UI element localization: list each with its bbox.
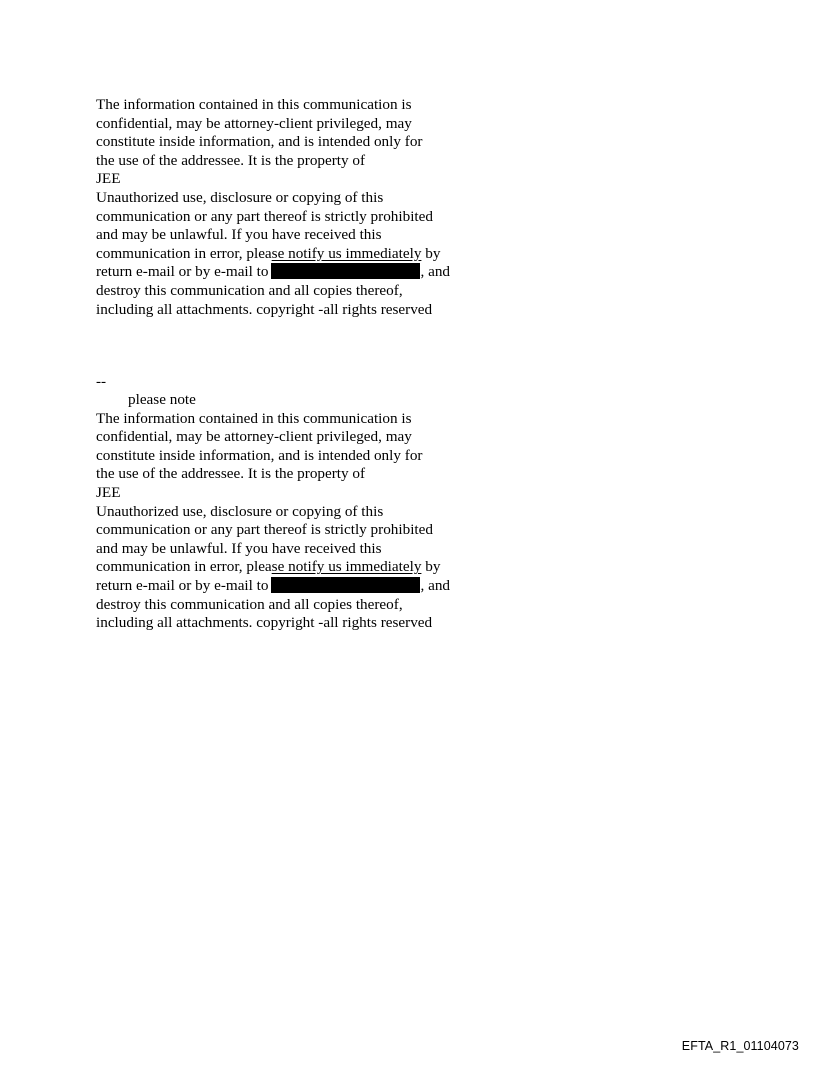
notify-underlined-text: se notify us immediately: [271, 558, 422, 576]
notice-line: Unauthorized use, disclosure or copying of this: [96, 188, 384, 206]
notice-line: destroy this communication and all copies thereof,: [96, 595, 403, 613]
notice-line: the use of the addressee. It is the property of: [96, 465, 366, 483]
confidentiality-notice-1: [96, 96, 516, 319]
notice-line: communication or any part thereof is strictly prohibited: [96, 521, 433, 539]
notify-prefix: communication in error, plea: [96, 244, 272, 262]
notice-line: including all attachments. copyright -all rights reserved: [96, 614, 433, 632]
notice-line: and may be unlawful. If you have received this: [96, 539, 382, 557]
redaction-bar: [271, 263, 420, 279]
return-prefix: return e-mail or by e-mail to: [96, 576, 269, 594]
notice-intro: please note: [128, 391, 196, 408]
notify-underlined-text: se notify us immediately: [271, 244, 422, 262]
notice-line: The information contained in this communication is: [96, 96, 412, 113]
return-prefix: return e-mail or by e-mail to: [96, 263, 269, 281]
notice-line: the use of the addressee. It is the property of: [96, 151, 366, 169]
notice-notify-line: [96, 558, 516, 577]
notice-notify-line: [96, 245, 516, 264]
notice-line: and may be unlawful. If you have received this: [96, 226, 382, 244]
notice-line: The information contained in this communication is: [96, 409, 412, 427]
notice-owner: JEE: [96, 170, 121, 188]
notice-line: destroy this communication and all copies thereof,: [96, 281, 403, 299]
notice-line: confidential, may be attorney-client privileged, may: [96, 428, 412, 446]
notice-owner: JEE: [96, 483, 121, 501]
notice-line: including all attachments. copyright -all rights reserved: [96, 300, 433, 318]
redaction-bar: [271, 577, 420, 593]
notify-suffix: by: [421, 558, 441, 576]
notice-line: communication or any part thereof is strictly prohibited: [96, 207, 433, 225]
notice-line: constitute inside information, and is intended only for: [96, 133, 423, 151]
document-id: EFTA_R1_01104073: [681, 1039, 799, 1053]
notify-suffix: by: [421, 244, 441, 262]
notice-line: Unauthorized use, disclosure or copying of this: [96, 502, 384, 520]
notice-return-line: [96, 263, 516, 282]
return-suffix: , and: [420, 263, 451, 281]
notice-line: constitute inside information, and is intended only for: [96, 446, 423, 464]
return-suffix: , and: [420, 576, 451, 594]
notice-line: confidential, may be attorney-client privileged, may: [96, 114, 412, 132]
notice-return-line: [96, 577, 516, 596]
signature-separator: --: [96, 373, 107, 390]
confidentiality-notice-2: [96, 391, 516, 633]
notify-prefix: communication in error, plea: [96, 558, 272, 576]
